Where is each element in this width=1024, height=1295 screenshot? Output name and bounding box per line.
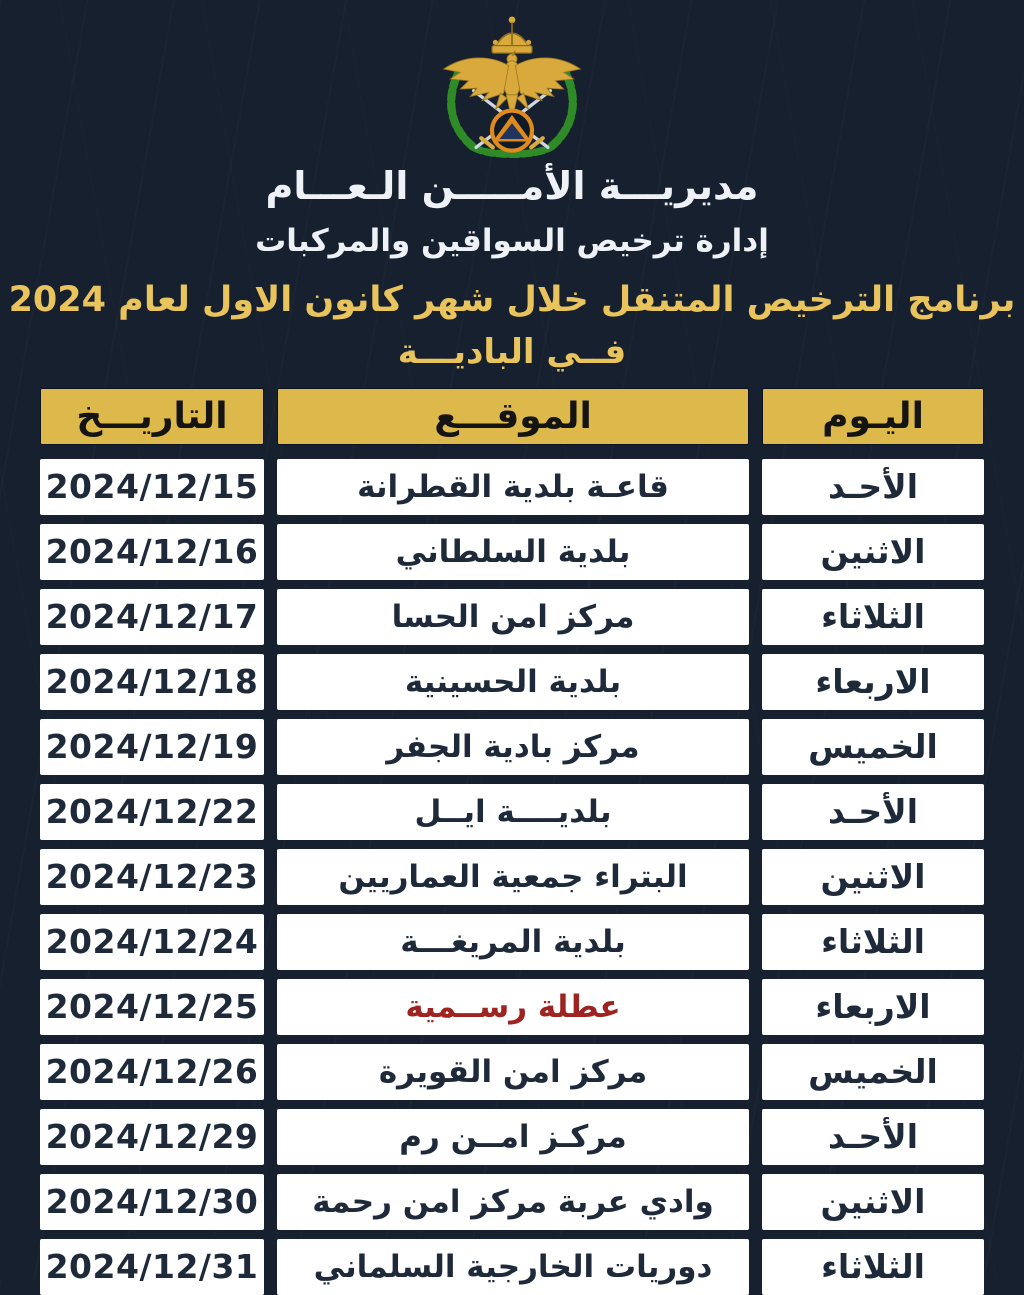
- date-cell: 2024/12/19: [40, 719, 264, 775]
- location-cell: مركـز امــن رم: [277, 1109, 749, 1165]
- schedule-table: [40, 388, 984, 1295]
- org-name: مديريـــة الأمـــــن الـعـــام: [265, 164, 759, 208]
- location-cell: وادي عربة مركز امن رحمة: [277, 1174, 749, 1230]
- location-cell: بلدية السلطاني: [277, 524, 749, 580]
- date-cell: 2024/12/29: [40, 1109, 264, 1165]
- location-cell: مركز امن القويرة: [277, 1044, 749, 1100]
- table-header-row: [40, 388, 984, 445]
- date-cell: 2024/12/23: [40, 849, 264, 905]
- date-cell: 2024/12/30: [40, 1174, 264, 1230]
- location-cell: دوريات الخارجية السلماني: [277, 1239, 749, 1295]
- location-cell: بلدية المريغـــة: [277, 914, 749, 970]
- column-header-date: التاريـــخ: [40, 388, 264, 445]
- location-cell: قاعـة بلدية القطرانة: [277, 459, 749, 515]
- day-cell: الاثنين: [762, 524, 984, 580]
- day-cell: الاثنين: [762, 1174, 984, 1230]
- program-subtitle: فــي الباديـــة: [397, 332, 627, 373]
- date-cell: 2024/12/26: [40, 1044, 264, 1100]
- date-cell: 2024/12/17: [40, 589, 264, 645]
- location-cell: مركز امن الحسا: [277, 589, 749, 645]
- date-cell: 2024/12/15: [40, 459, 264, 515]
- day-cell: الأحـد: [762, 784, 984, 840]
- day-cell: الخميس: [762, 719, 984, 775]
- day-cell: الاربعاء: [762, 654, 984, 710]
- table-body: [40, 459, 984, 1295]
- date-cell: 2024/12/24: [40, 914, 264, 970]
- location-cell: بلدية الحسينية: [277, 654, 749, 710]
- day-cell: الأحـد: [762, 459, 984, 515]
- day-cell: الاثنين: [762, 849, 984, 905]
- location-cell: عطلة رســمية: [277, 979, 749, 1035]
- location-cell: بلديــــة ايــل: [277, 784, 749, 840]
- date-cell: 2024/12/31: [40, 1239, 264, 1295]
- column-header-day: اليـوم: [762, 388, 984, 445]
- program-title: برنامج الترخيص المتنقل خلال شهر كانون الاول لعام 2024: [8, 279, 1016, 320]
- dept-name: إدارة ترخيص السواقين والمركبات: [255, 222, 769, 259]
- day-cell: الخميس: [762, 1044, 984, 1100]
- location-cell: مركز بادية الجفر: [277, 719, 749, 775]
- public-security-emblem-icon: [428, 14, 596, 164]
- date-cell: 2024/12/22: [40, 784, 264, 840]
- date-cell: 2024/12/16: [40, 524, 264, 580]
- day-cell: الثلاثاء: [762, 589, 984, 645]
- logo-container: [0, 0, 1024, 164]
- day-cell: الاربعاء: [762, 979, 984, 1035]
- location-cell: البتراء جمعية العماريين: [277, 849, 749, 905]
- date-cell: 2024/12/18: [40, 654, 264, 710]
- date-cell: 2024/12/25: [40, 979, 264, 1035]
- day-cell: الثلاثاء: [762, 914, 984, 970]
- day-cell: الثلاثاء: [762, 1239, 984, 1295]
- column-header-location: الموقـــع: [277, 388, 749, 445]
- day-cell: الأحـد: [762, 1109, 984, 1165]
